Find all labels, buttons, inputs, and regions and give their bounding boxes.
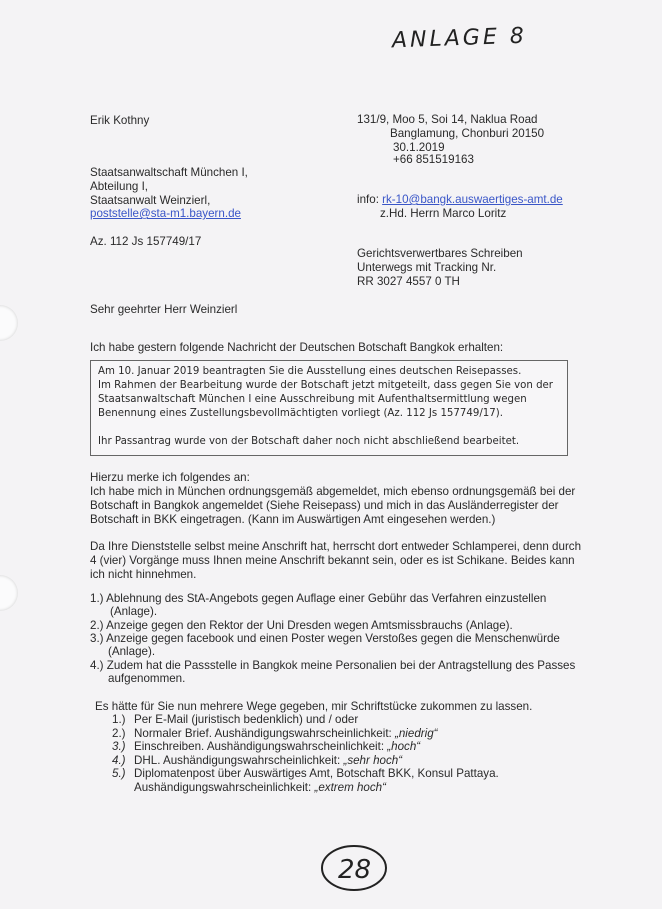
quote-line: Am 10. Januar 2019 beantragten Sie die Ausstellung eines deutschen Reisepasses. [98, 366, 522, 377]
list-item-continuation: (Anlage). [108, 645, 156, 658]
recipient-line: Abteilung I, [90, 180, 149, 193]
option-text: DHL. Aushändigungswahrscheinlichkeit: [134, 753, 344, 767]
quote-line: Im Rahmen der Bearbeitung wurde der Botschaft jetzt mitgeteilt, dass gegen Sie von der [98, 380, 553, 391]
option-number: 2.) [112, 726, 126, 740]
paragraph-line: Botschaft in BKK eingetragen. (Kann im Auswärtigen Amt eingesehen werden.) [90, 513, 496, 526]
delivery-option [112, 740, 420, 754]
option-text: Einschreiben. Aushändigungswahrscheinlichkeit: [134, 740, 388, 753]
paragraph-line: ich nicht hinnehmen. [90, 568, 197, 581]
sender-phone: +66 851519163 [393, 153, 474, 166]
paragraph-line: Es hätte für Sie nun mehrere Wege gegeben, mir Schriftstücke zukommen zu lassen. [95, 700, 533, 713]
paragraph-line: Da Ihre Dienststelle selbst meine Anschrift hat, herrscht dort entweder Schlamperei, denn durch [90, 540, 582, 553]
list-item: 2.) Anzeige gegen den Rektor der Uni Dresden wegen Amtsmissbrauchs (Anlage). [90, 619, 513, 632]
option-likelihood: „extrem hoch“ [314, 780, 386, 794]
sender-name: Erik Kothny [90, 114, 150, 127]
recipient-line: Staatsanwaltschaft München I, [90, 166, 248, 179]
list-item-continuation: (Anlage). [110, 605, 158, 618]
info-label: info: [357, 193, 383, 206]
option-text: Diplomatenpost über Auswärtiges Amt, Botschaft BKK, Konsul Pattaya. [134, 767, 499, 780]
paragraph-line: Ich habe mich in München ordnungsgemäß abgemeldet, mich ebenso ordnungsgemäß bei der [90, 485, 576, 498]
delivery-option [112, 727, 438, 741]
option-number: 1.) [112, 713, 126, 726]
delivery-option [112, 781, 386, 795]
option-likelihood: „sehr hoch“ [343, 753, 403, 767]
paragraph-line: 4 (vier) Vorgänge muss Ihnen meine Anschrift bekannt sein, oder es ist Schikane. Beides kann [90, 554, 575, 567]
option-number: 3.) [112, 740, 126, 753]
tracking-line: Unterwegs mit Tracking Nr. [357, 261, 497, 274]
quoted-message-box [90, 360, 568, 456]
letter-date: 30.1.2019 [393, 141, 445, 154]
paragraph-line: Hierzu merke ich folgendes an: [90, 471, 250, 484]
option-text: Per E-Mail (juristisch bedenklich) und / oder [134, 713, 359, 726]
handwritten-page-number [318, 842, 390, 894]
option-likelihood: „hoch“ [387, 740, 421, 753]
option-likelihood: „niedrig“ [395, 726, 438, 740]
tracking-number: RR 3027 4557 0 TH [357, 275, 460, 288]
quote-line: Ihr Passantrag wurde von der Botschaft daher noch nicht abschließend bearbeitet. [98, 436, 520, 447]
list-item-continuation: aufgenommen. [108, 672, 186, 685]
punch-hole [0, 575, 18, 611]
quote-line: Benennung eines Zustellungsbevollmächtigten vorliegt (Az. 112 Js 157749/17). [98, 408, 503, 419]
option-number: 5.) [112, 767, 126, 780]
salutation: Sehr geehrter Herr Weinzierl [90, 303, 238, 316]
sender-address-line: Banglamung, Chonburi 20150 [390, 127, 545, 140]
option-text: Normaler Brief. Aushändigungswahrscheinlichkeit: [134, 726, 395, 740]
info-email-link[interactable]: rk-10@bangk.auswaertiges-amt.de [382, 193, 563, 206]
delivery-option [112, 754, 402, 768]
delivery-option [112, 713, 358, 727]
attention-line: z.Hd. Herrn Marco Loritz [380, 207, 507, 220]
recipient-line: Staatsanwalt Weinzierl, [90, 194, 211, 207]
option-text: Aushändigungswahrscheinlichkeit: [134, 780, 315, 794]
info-line [357, 193, 563, 207]
option-number: 4.) [112, 753, 126, 767]
delivery-option [112, 767, 499, 781]
page-number-text: 28 [338, 855, 372, 885]
handwritten-anlage: ANLAGE 8 [391, 23, 528, 54]
list-item: 1.) Ablehnung des StA-Angebots gegen Auflage einer Gebühr das Verfahren einzustellen [90, 592, 547, 605]
punch-hole [0, 305, 18, 341]
quote-line: Staatsanwaltschaft München I eine Ausschreibung mit Aufenthaltsermittlung wegen [98, 394, 527, 405]
intro-text: Ich habe gestern folgende Nachricht der Deutschen Botschaft Bangkok erhalten: [90, 341, 504, 354]
reference-number: Az. 112 Js 157749/17 [90, 235, 202, 248]
list-item: 3.) Anzeige gegen facebook und einen Poster wegen Verstoßes gegen die Menschenwürde [90, 632, 560, 645]
tracking-line: Gerichtsverwertbares Schreiben [357, 247, 523, 260]
sender-address-line: 131/9, Moo 5, Soi 14, Naklua Road [357, 113, 538, 126]
recipient-email-link[interactable]: poststelle@sta-m1.bayern.de [90, 207, 241, 220]
list-item: 4.) Zudem hat die Passstelle in Bangkok meine Personalien bei der Antragstellung des Passes [90, 659, 576, 672]
paragraph-line: Botschaft in Bangkok angemeldet (Siehe Reisepass) und mich in das Ausländerregister der [90, 499, 559, 512]
